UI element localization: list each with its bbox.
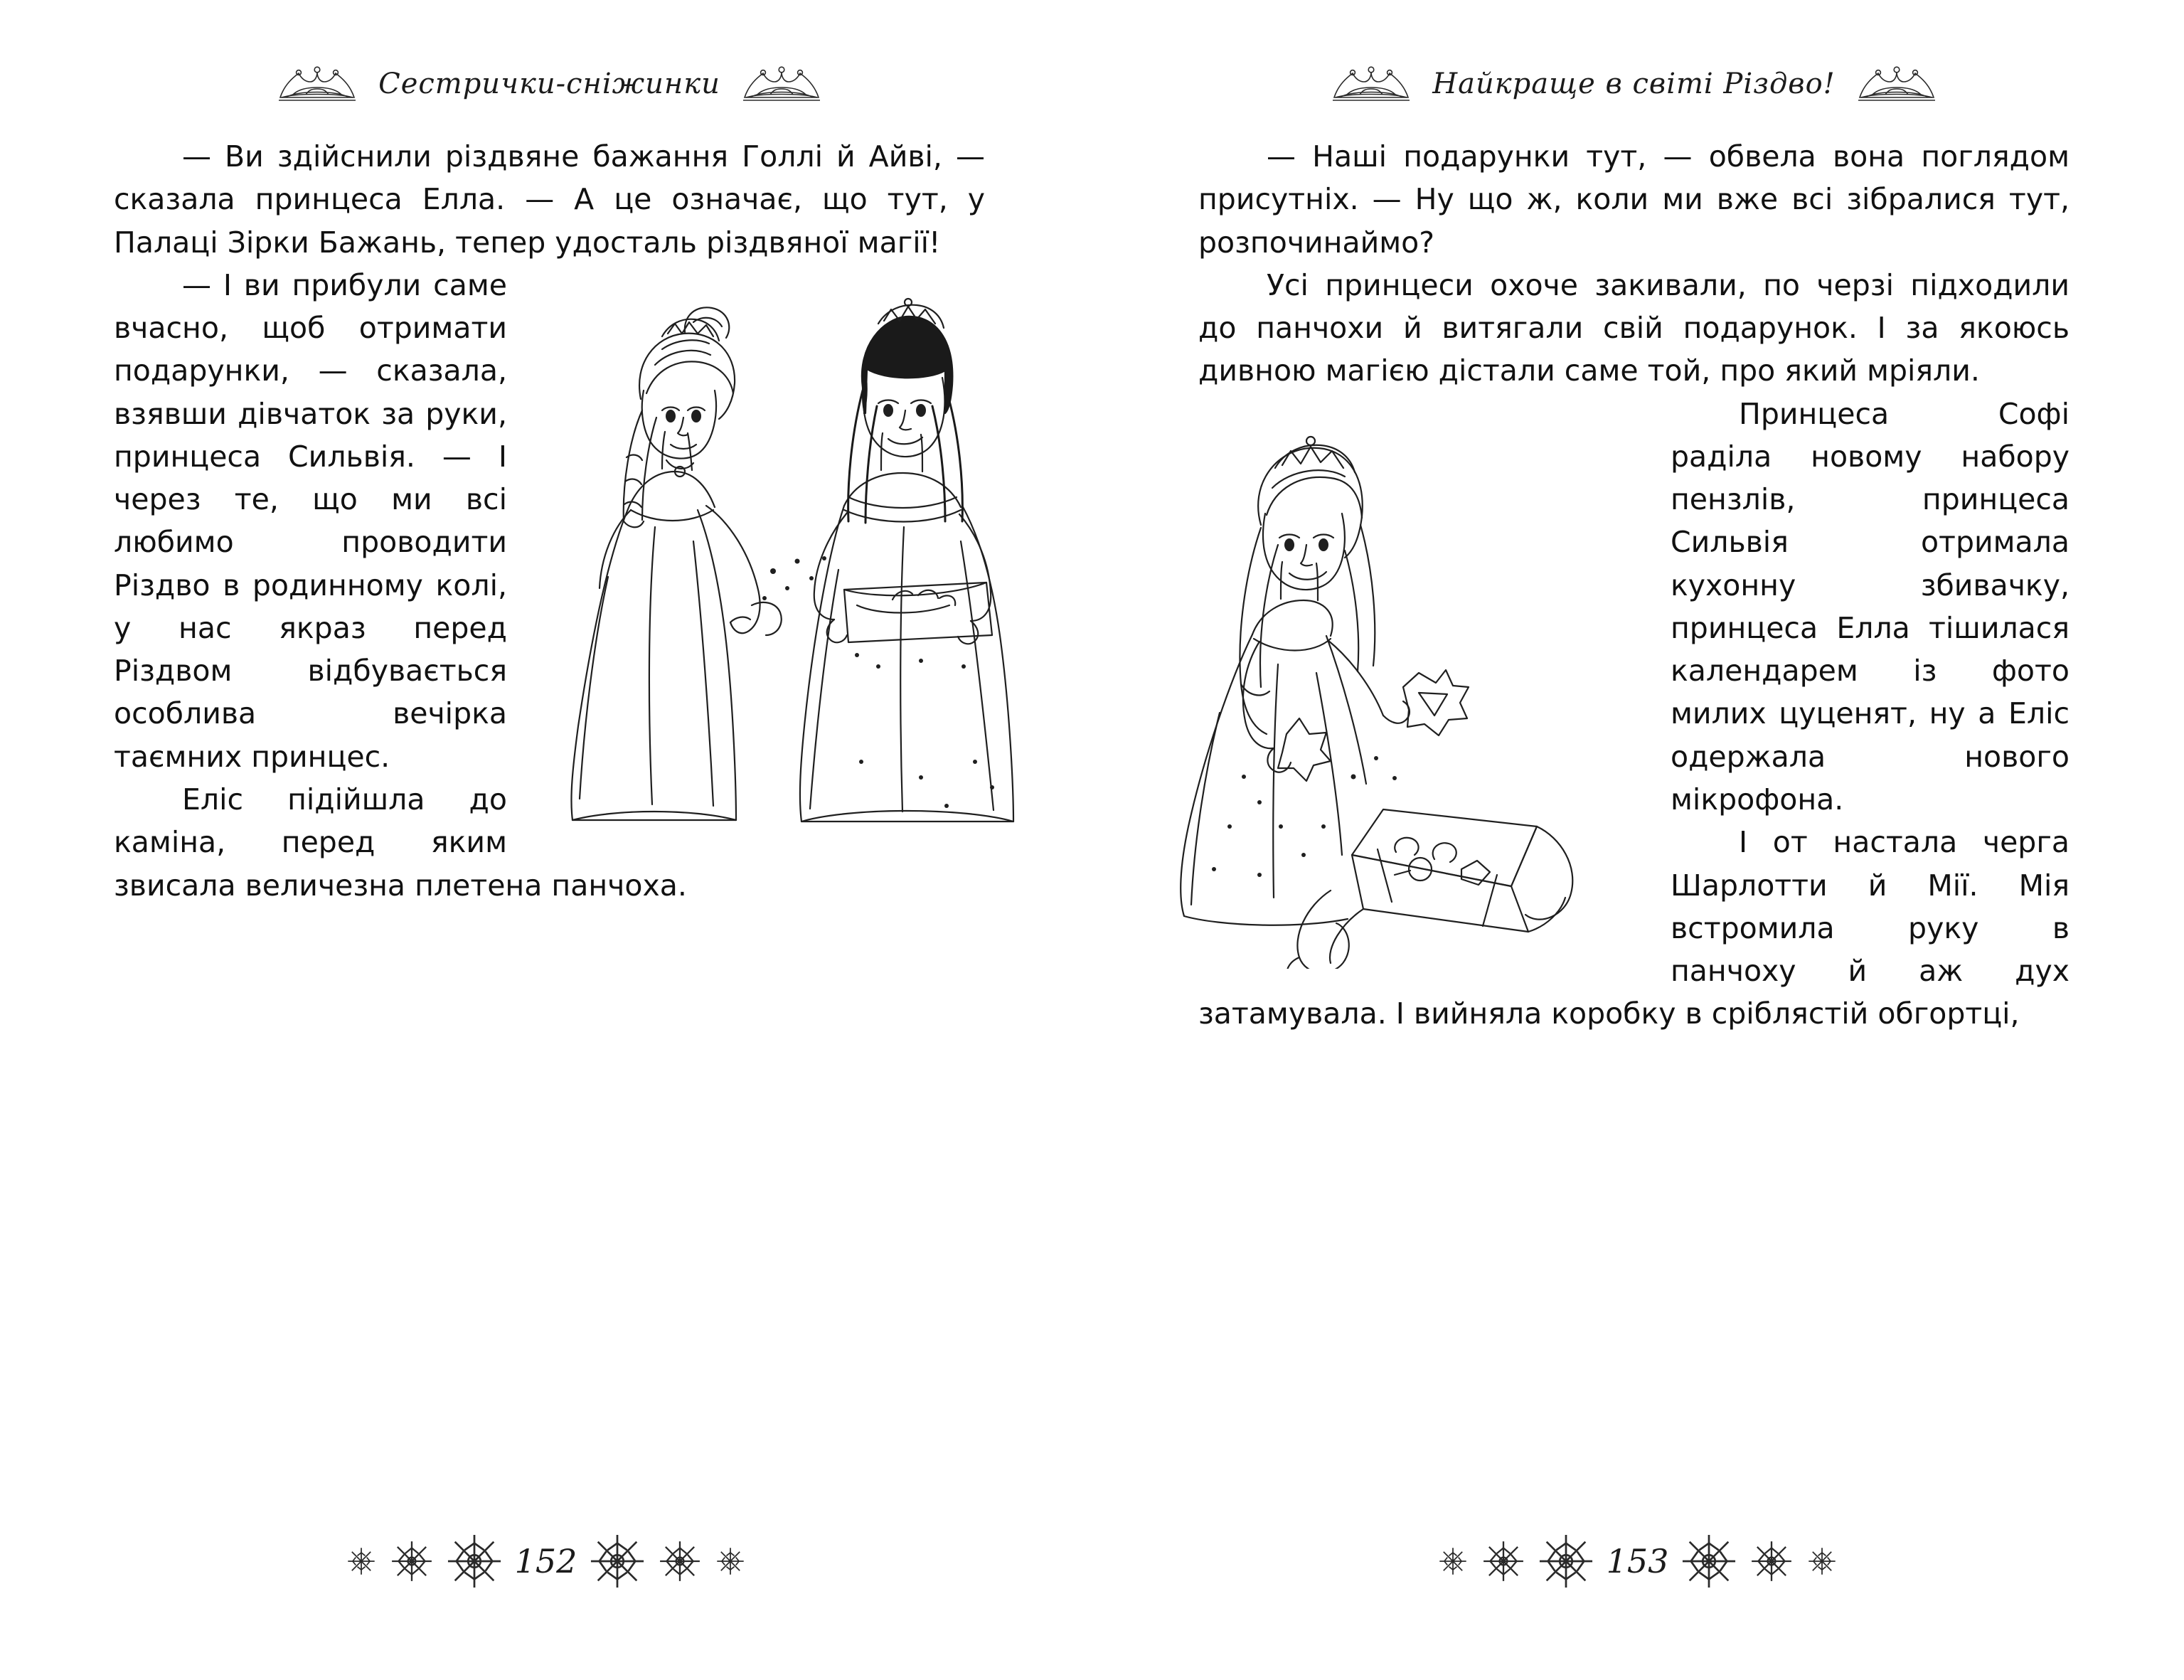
snowflake-icon: [390, 1539, 434, 1583]
snowflake-icon: [1806, 1546, 1838, 1577]
snowflake-icon: [1681, 1533, 1737, 1589]
snowflake-icon: [658, 1539, 702, 1583]
two-princesses-with-gift-illustration: [523, 271, 1063, 833]
page-number: 152: [514, 1542, 577, 1580]
right-page-text-column: [1198, 135, 2070, 1036]
left-page-text-column: [114, 135, 985, 907]
snowflake-icon: [346, 1546, 377, 1577]
crown-icon: [275, 63, 360, 105]
snowflake-icon: [1749, 1539, 1794, 1583]
left-running-head-title: Сестрички-сніжинки: [378, 68, 720, 100]
left-running-head: [114, 0, 985, 135]
right-running-head-title: Найкраще в світі Різдво!: [1432, 68, 1836, 100]
snowflake-icon: [447, 1533, 502, 1589]
paragraph: — Ви здійснили різдвяне бажання Голлі й Айві, — сказала принцеса Елла. — А це означає, що тут, у Палаці Зірки Бажань, тепер удосталь різдвяної магії!: [114, 139, 985, 260]
snowflake-icon: [715, 1546, 746, 1577]
paragraph: Усі принцеси охоче закивали, по черзі підходили до панчохи й витягали свій подарунок. І за якоюсь дивною магією дістали саме той, про який мріяли.: [1198, 267, 2070, 388]
crown-icon: [1328, 63, 1414, 105]
paragraph: — Наші подарунки тут, — обвела вона поглядом присутніх. — Ну що ж, коли ми вже всі зібралися тут, розпочинаймо?: [1198, 139, 2070, 260]
crown-icon: [739, 63, 824, 105]
princess-with-open-gift-box-illustration: [1113, 400, 1653, 969]
snowflake-icon: [1538, 1533, 1594, 1589]
paragraph: Принцеса Софі раділа новому набору пензлів, принцеса Сильвія отримала кухонну збивачку, принцеса Елла тішилася календарем із фото милих цуценят, ну а Еліс одержала нового мікрофона.: [1671, 396, 2070, 817]
crown-icon: [1854, 63, 1939, 105]
right-folio: [1092, 1533, 2183, 1589]
snowflake-icon: [1481, 1539, 1525, 1583]
snowflake-icon: [1437, 1546, 1469, 1577]
paragraph: — І ви прибули саме вчасно, щоб отримати подарунки, — сказала, взявши дівчаток за руки, принцеса Сильвія. — І через те, що ми всі любимо проводити Різдво в родинному колі, у нас якраз перед Різдвом відбувається особлива вечірка таємних принцес.: [114, 267, 507, 774]
snowflake-icon: [590, 1533, 645, 1589]
paragraph: Еліс підійшла до каміна, перед яким звисала величезна плетена панчоха.: [114, 782, 687, 903]
page-number: 153: [1606, 1542, 1669, 1580]
paragraph: І от настала черга Шарлотти й Мії. Мія встромила руку в панчоху й аж дух затамувала. І вийняла коробку в сріблястій обгортці,: [1198, 825, 2070, 1031]
left-folio: [0, 1533, 1092, 1589]
right-running-head: [1198, 0, 2070, 135]
right-page: [1092, 0, 2183, 1680]
